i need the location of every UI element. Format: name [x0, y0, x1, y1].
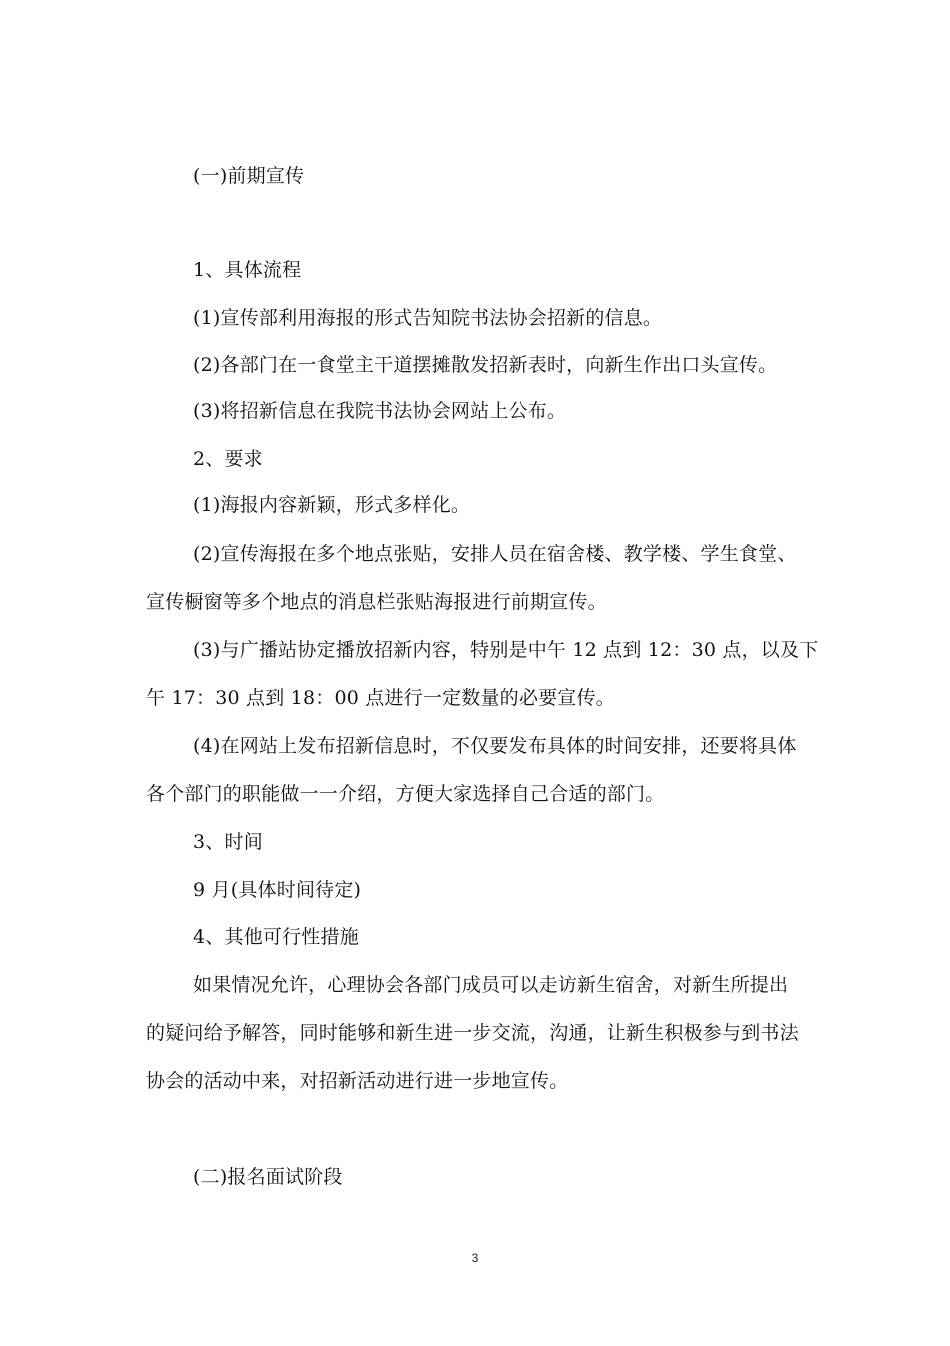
- paragraph: 9 月(具体时间待定): [193, 879, 362, 901]
- section-heading-1: (一)前期宣传: [193, 165, 305, 187]
- paragraph: (1)海报内容新颖，形式多样化。: [193, 494, 471, 516]
- paragraph: (2)各部门在一食堂主干道摆摊散发招新表时，向新生作出口头宣传。: [193, 354, 778, 376]
- paragraph-line: 宣传橱窗等多个地点的消息栏张贴海报进行前期宣传。: [146, 591, 607, 613]
- page-number: 3: [471, 1251, 479, 1265]
- subheading-procedure: 1、具体流程: [193, 259, 302, 281]
- subheading-requirements: 2、要求: [193, 448, 263, 470]
- paragraph: (3)将招新信息在我院书法协会网站上公布。: [193, 400, 567, 422]
- subheading-other-measures: 4、其他可行性措施: [193, 926, 359, 948]
- section-heading-2: (二)报名面试阶段: [193, 1166, 343, 1188]
- paragraph-line: (3)与广播站协定播放招新内容，特别是中午 12 点到 12：30 点，以及下: [193, 639, 819, 661]
- paragraph-line: 各个部门的职能做一一介绍，方便大家选择自己合适的部门。: [146, 783, 665, 805]
- paragraph-line: 的疑问给予解答，同时能够和新生进一步交流，沟通，让新生积极参与到书法: [146, 1022, 799, 1044]
- paragraph-line: (2)宣传海报在多个地点张贴，安排人员在宿舍楼、教学楼、学生食堂、: [193, 543, 797, 565]
- paragraph: (1)宣传部利用海报的形式告知院书法协会招新的信息。: [193, 307, 663, 329]
- paragraph-line: 如果情况允许，心理协会各部门成员可以走访新生宿舍，对新生所提出: [193, 974, 789, 996]
- paragraph-line: 午 17：30 点到 18：00 点进行一定数量的必要宣传。: [146, 687, 615, 709]
- paragraph-line: (4)在网站上发布招新信息时，不仅要发布具体的时间安排，还要将具体: [193, 735, 797, 757]
- subheading-time: 3、时间: [193, 831, 263, 853]
- paragraph-line: 协会的活动中来，对招新活动进行进一步地宣传。: [146, 1070, 569, 1092]
